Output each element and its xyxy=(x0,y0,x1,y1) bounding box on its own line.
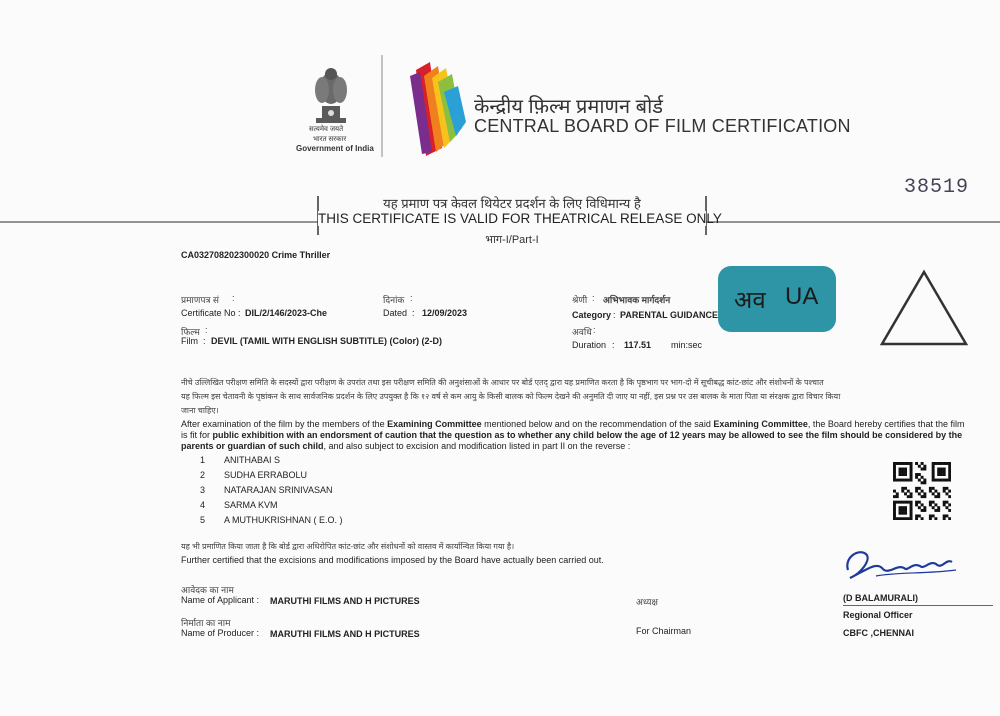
committee-member-number: 1 xyxy=(200,455,206,465)
film-label: Film xyxy=(181,336,198,346)
cert-no-label: Certificate No xyxy=(181,308,236,318)
chair-english: For Chairman xyxy=(636,626,692,636)
producer-name: MARUTHI FILMS AND H PICTURES xyxy=(270,629,420,639)
applicant-hindi: आवेदक का नाम xyxy=(181,585,234,595)
rating-badge-hindi: अव xyxy=(734,287,766,314)
rating-badge-english: UA xyxy=(785,283,819,310)
signature-line xyxy=(843,605,993,606)
validity-part: भाग-I/Part-I xyxy=(485,234,539,246)
cbfc-logo-icon xyxy=(402,56,468,156)
dated-value: 12/09/2023 xyxy=(422,308,468,318)
english-p9: , and also subject to excision and modification listed in part II on the reverse : xyxy=(323,441,631,451)
committee-member xyxy=(200,515,343,525)
committee-member-name: A MUTHUKRISHNAN ( E.O. ) xyxy=(224,515,343,525)
committee-member-name: ANITHABAI S xyxy=(224,455,281,465)
further-english: Further certified that the excisions and modifications imposed by the Board have actually been carried out. xyxy=(181,555,604,565)
committee-member xyxy=(200,485,333,495)
emblem-caption: Government of India xyxy=(296,144,374,153)
dated-label: Dated xyxy=(383,308,408,318)
category-hindi-value: अभिभावक मार्गदर्शन xyxy=(603,295,671,305)
hindi-para-2: यह फिल्म इस चेतावनी के पृष्ठांकन के साथ सार्वजनिक प्रदर्शन के लिए उपयुक्त है कि १२ वर्ष से कम आयु के किसी बालक को फिल्म देखने की अनुमति दी जाए या नहीं, इस प्रश्न पर उस बालक के माता पिता या संरक्षक द्वारा विचार किया xyxy=(181,392,841,401)
committee-member-name: SARMA KVM xyxy=(224,500,278,510)
producer-label: Name of Producer : xyxy=(181,628,260,638)
signature xyxy=(836,540,966,592)
reference-code: CA032708202300020 Crime Thriller xyxy=(181,250,331,260)
validity-hindi: यह प्रमाण पत्र केवल थियेटर प्रदर्शन के लिए विधिमान्य है xyxy=(383,196,641,211)
signatory-name: (D BALAMURALI) xyxy=(843,593,918,603)
committee-member xyxy=(200,470,307,480)
duration-hindi: अवधि xyxy=(572,327,592,337)
producer-hindi: निर्माता का नाम xyxy=(181,618,231,628)
applicant-label: Name of Applicant : xyxy=(181,595,260,605)
hindi-para-1: नीचे उल्लिखित परीक्षण समिति के सदस्यों द्वारा परीक्षण के उपरांत तथा इस परीक्षण समिति की अनुशंसाओं के आधार पर बोर्ड एतद् द्वारा यह प्रमाणित करता है कि पृष्ठभाग पर भाग-दो में सूचीबद्ध कांट-छांट और संशोधनों के पश्चात xyxy=(181,378,824,387)
english-p6: the film is fit for xyxy=(181,419,965,440)
emblem-hindi: भारत सरकार xyxy=(313,136,347,143)
committee-member-number: 5 xyxy=(200,515,206,525)
certificate-page: सत्यमेव जयते भारत सरकार Government of India केन्द्रीय फ़िल्म प्रमाणन बोर्ड CENTRAL BOARD OF FILM CERTIFICATION 38519 यह प्रमाण पत्र केवल थियेटर प्रदर्शन के लिए विधिमान्य है THIS CERTIFICATE IS VALID FOR THEATRICAL RELEASE ONLY भाग-I/Part-I CA032708202300020 Crime Thriller प्रमाणपत्र सं : Certificate No : DIL/2/146/2023-Che दिनांक : Dated : 12/09/2023 श्रेणी : अभिभावक मार्गदर्शन Category : PARENTAL GUIDANCE फिल्म : Film : DEVIL (TAMIL WITH ENGLISH SUBTITLE) (Color) (2-D) अवधि : Duration : 117.51 min:sec अव UA नीचे उल्लिखित परीक्षण समिति के सदस्यों द्वारा परीक्षण के उपरांत तथा इस परीक्षण समिति की अनुशंसाओं के आधार पर बोर्ड एतद् द्वारा यह प्रमाणित करता है कि पृष्ठभाग पर भाग-दो में सूचीबद्ध कांट-छांट और संशोधनों के पश्चात यह फिल्म इस चेतावनी के पृष्ठांकन के साथ सार्वजनिक प्रदर्शन के लिए उपयुक्त है कि १२ वर्ष से कम आयु के किसी बालक को फिल्म देखने की अनुमति दी जाए या नहीं, इस प्रश्न पर उस बालक के माता पिता या संरक्षक द्वारा विचार किया जाना चाहिए। After examination of the film by the members of the Examining Committee mentioned below and on the recommendation of the said Examining Committee, the Board hereby certifies that the film is fit for public exhibition with an endorsment of caution that the question as to whether any child below the age of 12 years may be allowed to see the film should be considered by the parents or guardian of such child, and also subject to excision and modification listed in part II on the reverse : 1 ANITHABAI S 2 SUDHA ERRABOLU 3 NATARAJAN SRINIVASAN 4 SARMA KVM 5 A MUTHUKRISHNAN ( E.O. ) यह भी प्रमाणित किया जाता है कि बोर्ड द्वारा अधिरोपित कांट-छांट और संशोधनों को वास्तव में कार्यान्वित किया गया है। Further certified that the excisions and modifications imposed by the Board have actually been carried out. आवेदक का नाम Name of Applicant : MARUTHI FILMS AND H PICTURES निर्माता का नाम Name of Producer : MARUTHI FILMS AND H PICTURES अध्यक्ष For Chairman (D BALAMURALI) Regional Officer CBFC ,CHENNAI xyxy=(0,0,1000,716)
serial-number: 38519 xyxy=(904,176,970,199)
ashoka-emblem-icon xyxy=(300,62,360,128)
signatory-title: Regional Officer xyxy=(843,610,913,620)
rating-badge xyxy=(718,266,836,332)
duration-value: 117.51 xyxy=(624,340,652,350)
committee-member xyxy=(200,500,278,510)
category-label: Category xyxy=(572,310,612,320)
cert-no-value: DIL/2/146/2023-Che xyxy=(245,308,328,318)
english-p4: Examining Committee xyxy=(713,419,808,429)
triangle-icon xyxy=(874,266,974,350)
category-hindi-label: श्रेणी xyxy=(572,295,588,305)
duration-label: Duration xyxy=(572,340,607,350)
signatory-office: CBFC ,CHENNAI xyxy=(843,628,914,638)
committee-member-name: NATARAJAN SRINIVASAN xyxy=(224,485,333,495)
english-p5: , the Board hereby certifies that xyxy=(807,419,933,429)
committee-member-number: 3 xyxy=(200,485,206,495)
committee-member-number: 2 xyxy=(200,470,206,480)
emblem-motto: सत्यमेव जयते xyxy=(309,126,344,133)
film-title: DEVIL (TAMIL WITH ENGLISH SUBTITLE) (Color) (2-D) xyxy=(211,336,442,346)
board-title-hindi: केन्द्रीय फ़िल्म प्रमाणन बोर्ड xyxy=(474,96,663,118)
english-p8: be considered by the parents or guardian of such child xyxy=(181,430,963,451)
board-title-english: CENTRAL BOARD OF FILM CERTIFICATION xyxy=(474,116,851,136)
further-hindi: यह भी प्रमाणित किया जाता है कि बोर्ड द्वारा अधिरोपित कांट-छांट और संशोधनों को वास्तव में कार्यान्वित किया गया है। xyxy=(181,542,515,551)
qr-code-icon xyxy=(893,462,951,520)
dated-hindi: दिनांक xyxy=(383,295,405,305)
english-p1: After examination of the film by the members of the xyxy=(181,419,385,429)
english-paragraph xyxy=(181,419,971,452)
film-hindi: फिल्म xyxy=(181,327,200,337)
category-value: PARENTAL GUIDANCE xyxy=(620,310,719,320)
chair-hindi: अध्यक्ष xyxy=(636,597,658,607)
committee-member xyxy=(200,455,280,465)
english-p3: mentioned below and on the recommendation of the said xyxy=(484,419,711,429)
national-emblem xyxy=(296,62,374,157)
validity-english: THIS CERTIFICATE IS VALID FOR THEATRICAL RELEASE ONLY xyxy=(318,211,722,226)
committee-member-number: 4 xyxy=(200,500,206,510)
hindi-para-3: जाना चाहिए। xyxy=(181,406,219,415)
cert-no-hindi: प्रमाणपत्र सं xyxy=(181,295,220,305)
committee-member-name: SUDHA ERRABOLU xyxy=(224,470,308,480)
duration-unit: min:sec xyxy=(671,340,703,350)
applicant-name: MARUTHI FILMS AND H PICTURES xyxy=(270,596,420,606)
english-p7: public exhibition with an endorsment of caution that the question as to whether any child below the age of 12 years may be allowed to see the film should xyxy=(212,430,870,440)
english-p2: Examining Committee xyxy=(387,419,482,429)
